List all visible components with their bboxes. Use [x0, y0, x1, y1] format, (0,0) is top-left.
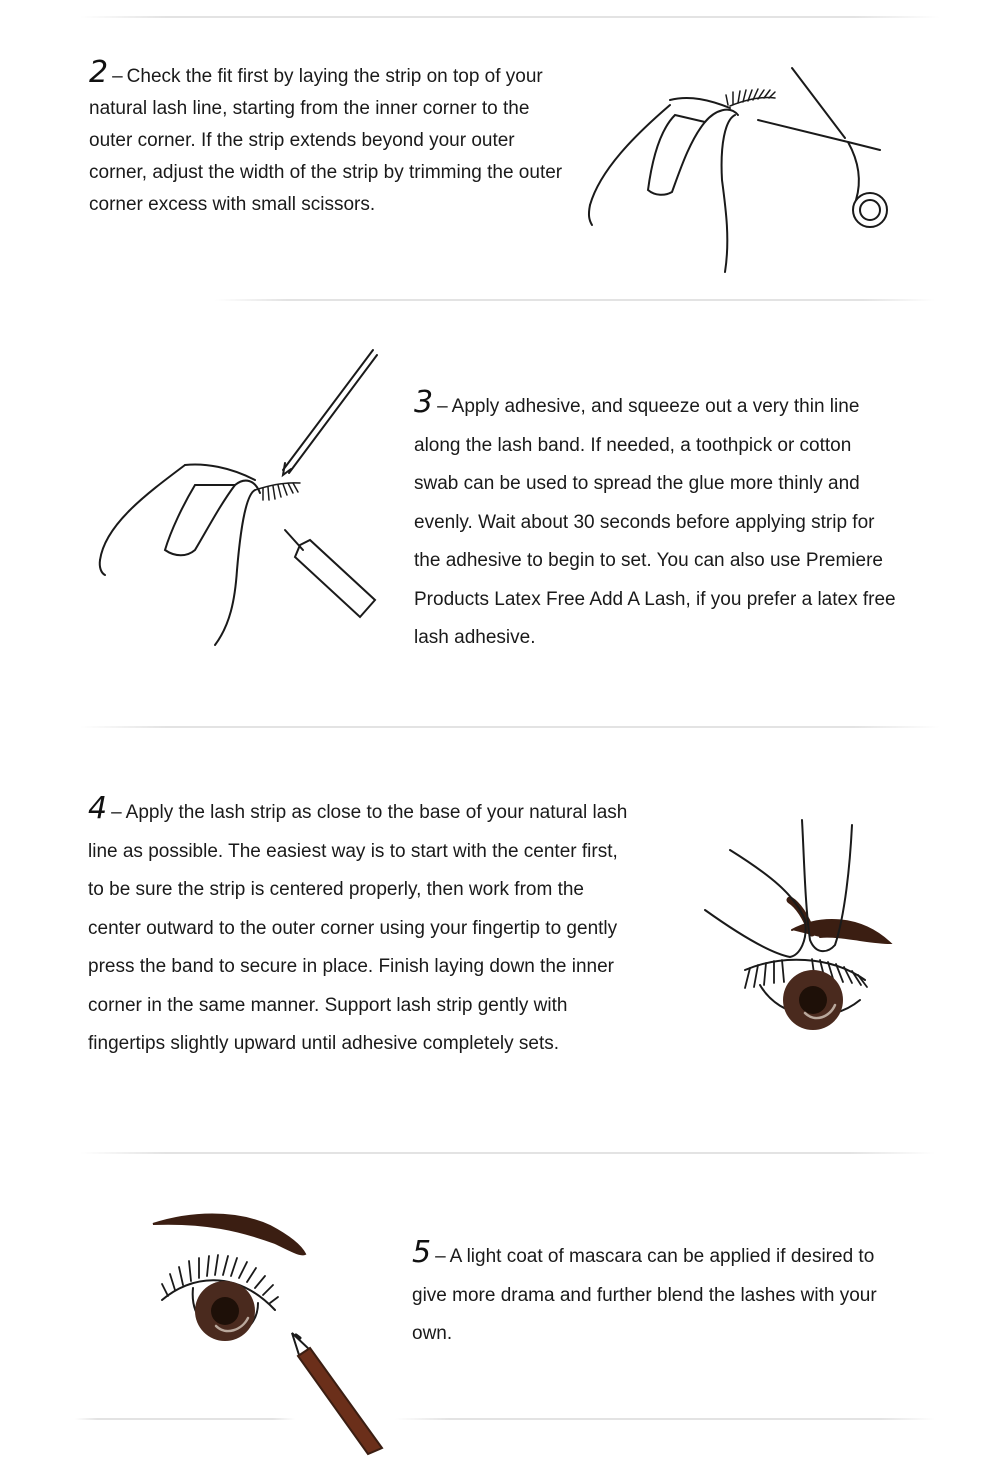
divider-1: [215, 299, 935, 301]
step-dash: –: [437, 396, 448, 417]
divider-top: [80, 16, 940, 18]
step-body: Apply the lash strip as close to the base of your natural lash line as possible. The easiest way is to start with the center first, to be sure the strip is centered properly, then work from the center outward to the outer corner using your fingertip to gently press the band to secure in place. Finish laying down the inner corner in the same manner. Support lash strip gently with fingertips slightly upward until adhesive completely sets.: [88, 802, 628, 1054]
step-number: 4: [88, 791, 108, 826]
step-body: Check the fit first by laying the strip on top of your natural lash line, starting from the inner corner to the outer corner. If the strip extends beyond your outer corner, adjust the width of the strip by trimming the outer corner excess with small scissors.: [89, 66, 563, 215]
divider-2: [80, 726, 940, 728]
step-4-text: [88, 790, 628, 1064]
step-3-text: [414, 384, 899, 658]
step-number: 3: [414, 385, 434, 420]
step-dash: –: [435, 1246, 446, 1267]
step-number: 5: [412, 1235, 432, 1270]
step-5: [412, 1234, 902, 1354]
scissors-trim-icon: [580, 60, 900, 275]
step-4: [88, 790, 628, 1064]
step-body: Apply adhesive, and squeeze out a very thin line along the lash band. If needed, a toothpick or cotton swab can be used to spread the glue more thinly and evenly. Wait about 30 seconds before applying strip for the adhesive to begin to set. You can also use Premiere Products Latex Free Add A Lash, if you prefer a latex free lash adhesive.: [414, 396, 896, 648]
divider-3: [80, 1152, 935, 1154]
eye-fingers-icon: [700, 815, 900, 1035]
step-2-text: [89, 57, 569, 221]
glue-tube-icon: [95, 345, 385, 650]
step-2: [89, 57, 569, 221]
step-5-text: [412, 1234, 902, 1354]
step-body: A light coat of mascara can be applied if desired to give more drama and further blend the lashes with your own.: [412, 1246, 877, 1344]
divider-bottom-right: [395, 1418, 935, 1420]
eye-pencil-icon: [150, 1208, 390, 1458]
step-number: 2: [89, 55, 109, 90]
step-dash: –: [112, 66, 123, 87]
step-3: [414, 384, 899, 658]
step-dash: –: [111, 802, 122, 823]
